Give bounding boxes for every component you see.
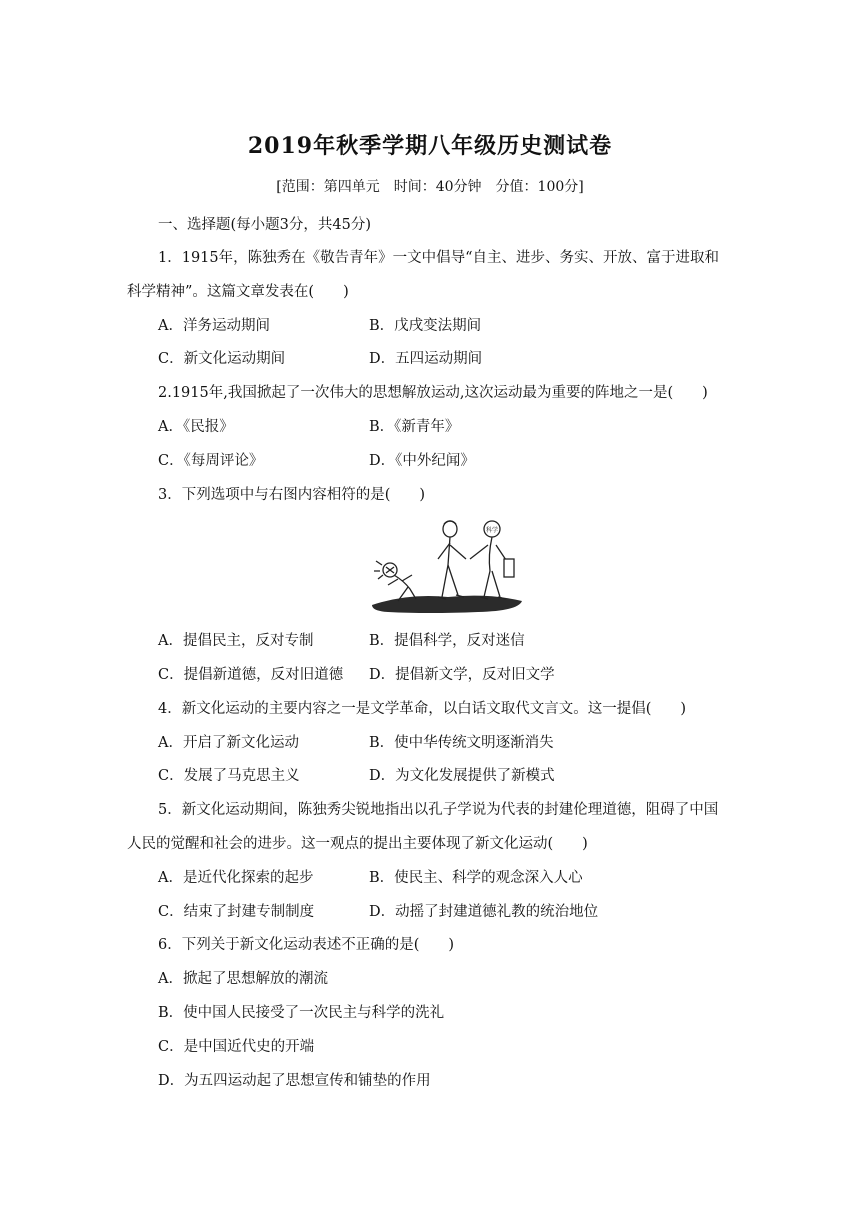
q3-option-b: B．提倡科学，反对迷信: [369, 633, 525, 649]
q6-option-d: D．为五四运动起了思想宣传和铺垫的作用: [158, 1073, 431, 1089]
question-1-text: 1．1915年，陈独秀在《敬告青年》一文中倡导“自主、进步、务实、开放、富于进取和: [158, 250, 720, 266]
q1-option-a: A．洋务运动期间: [158, 318, 270, 334]
section-heading: 一、选择题(每小题3分，共45分): [158, 217, 371, 233]
question-5-text-cont: 人民的觉醒和社会的进步。这一观点的提出主要体现了新文化运动( ): [127, 836, 588, 852]
q2-option-c: C．《每周评论》: [158, 453, 264, 469]
q2-option-b: B．《新青年》: [369, 419, 460, 435]
page-title: 2019年秋季学期八年级历史测试卷: [247, 133, 613, 159]
q1-option-b: B．戊戌变法期间: [369, 318, 482, 334]
question-1-text-cont: 科学精神”。这篇文章发表在( ): [127, 284, 349, 300]
q3-option-c: C．提倡新道德，反对旧道德: [158, 667, 344, 683]
cartoon-label: 科学: [485, 527, 499, 534]
exam-meta: [范围：第四单元 时间：40分钟 分值：100分]: [276, 179, 584, 195]
q5-option-b: B．使民主、科学的观念深入人心: [369, 870, 583, 886]
q6-option-c: C．是中国近代史的开端: [158, 1039, 315, 1055]
q6-option-a: A．掀起了思想解放的潮流: [158, 971, 328, 987]
q5-option-d: D．动摇了封建道德礼教的统治地位: [369, 904, 599, 920]
q1-option-d: D．五四运动期间: [369, 351, 483, 367]
q5-option-c: C．结束了封建专制制度: [158, 904, 315, 920]
q2-option-d: D．《中外纪闻》: [369, 453, 475, 469]
q4-option-c: C．发展了马克思主义: [158, 768, 300, 784]
q3-option-d: D．提倡新文学，反对旧文学: [369, 667, 555, 683]
q1-option-c: C．新文化运动期间: [158, 351, 286, 367]
q4-option-a: A．开启了新文化运动: [158, 735, 299, 751]
question-5-text: 5．新文化运动期间，陈独秀尖锐地指出以孔子学说为代表的封建伦理道德，阻碍了中国: [158, 802, 719, 818]
q4-option-b: B．使中华传统文明逐渐消失: [369, 735, 554, 751]
question-2-text: 2.1915年,我国掀起了一次伟大的思想解放运动,这次运动最为重要的阵地之一是( ): [158, 385, 708, 401]
q5-option-a: A．是近代化探索的起步: [158, 870, 314, 886]
q2-option-a: A．《民报》: [158, 419, 234, 435]
question-6-text: 6．下列关于新文化运动表述不正确的是( ): [158, 937, 455, 953]
cartoon-illustration: [368, 515, 524, 615]
question-4-text: 4．新文化运动的主要内容之一是文学革命，以白话文取代文言文。这一提倡( ): [158, 701, 687, 717]
q3-option-a: A．提倡民主，反对专制: [158, 633, 314, 649]
q4-option-d: D．为文化发展提供了新模式: [369, 768, 555, 784]
q6-option-b: B．使中国人民接受了一次民主与科学的洗礼: [158, 1005, 445, 1021]
question-3-text: 3．下列选项中与右图内容相符的是( ): [158, 487, 426, 503]
